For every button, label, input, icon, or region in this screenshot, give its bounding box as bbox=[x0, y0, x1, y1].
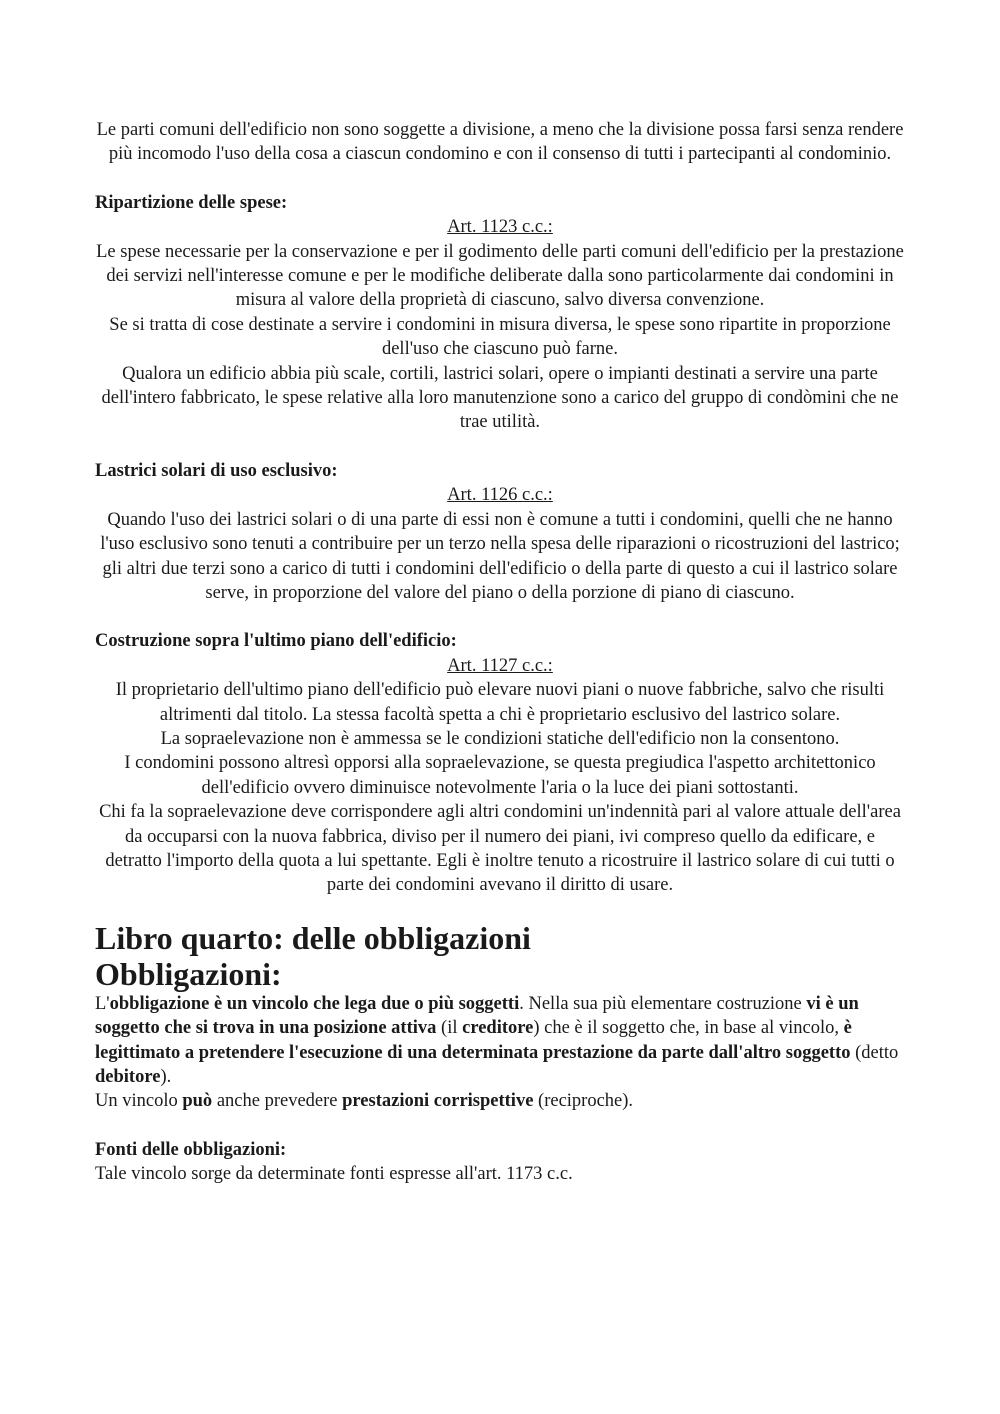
bold-run: debitore bbox=[95, 1067, 161, 1087]
art1123-paragraph-1: Le spese necessarie per la conservazione e per il godimento delle parti comuni dell'edificio per la prestazione dei servizi nell'interesse comune e per le modifiche deliberate dalla sono particolarmente dai condomini in misura al valore della proprietà di ciascuno, salvo diversa convenzione. bbox=[96, 241, 904, 311]
heading-lastrici: Lastrici solari di uso esclusivo: bbox=[95, 460, 338, 481]
article-1126: Art. 1126 c.c.: bbox=[447, 485, 553, 506]
heading-fonti: Fonti delle obbligazioni: bbox=[95, 1139, 287, 1160]
text-run: ). bbox=[160, 1067, 172, 1087]
heading-ripartizione: Ripartizione delle spese: bbox=[95, 192, 288, 213]
text-run: (il bbox=[436, 1018, 463, 1039]
bold-run: prestazioni corrispettive bbox=[342, 1091, 534, 1112]
bold-run: può bbox=[182, 1091, 213, 1112]
text-run: ) che è il soggetto che, in base al vincolo, bbox=[533, 1018, 844, 1039]
document-page bbox=[95, 118, 905, 1187]
art1127-paragraph-3: I condomini possono altresì opporsi alla sopraelevazione, se questa pregiudica l'aspetto architettonico dell'edificio ovvero diminuisce notevolmente l'aria o la luce dei piani sottostanti. bbox=[124, 753, 876, 798]
art1127-paragraph-2: La sopraelevazione non è ammessa se le condizioni statiche dell'edificio non la consentono. bbox=[160, 728, 840, 749]
bold-run: creditore bbox=[462, 1018, 534, 1039]
vincolo-paragraph bbox=[95, 1089, 905, 1113]
text-run: (detto bbox=[850, 1042, 899, 1063]
heading-costruzione: Costruzione sopra l'ultimo piano dell'edificio: bbox=[95, 631, 457, 652]
fonti-paragraph: Tale vincolo sorge da determinate fonti espresse all'art. 1173 c.c. bbox=[95, 1164, 573, 1185]
art1126-paragraph-1: Quando l'uso dei lastrici solari o di una parte di essi non è comune a tutti i condomini, quelli che ne hanno l'uso esclusivo sono tenuti a contribuire per un terzo nella spesa delle riparazioni o ricostruzioni del lastrico; gli altri due terzi sono a carico di tutti i condomini dell'edificio o della parte di questo a cui il lastrico solare serve, in proporzione del valore del piano o della porzione di piano di ciascuno. bbox=[100, 509, 900, 603]
bold-run: obbligazione è un vincolo che lega due o più soggetti bbox=[109, 993, 520, 1014]
article-1127: Art. 1127 c.c.: bbox=[447, 655, 553, 676]
art1123-paragraph-2: Se si tratta di cose destinate a servire i condomini in misura diversa, le spese sono ripartite in proporzione dell'uso che ciascuno può farne. bbox=[109, 314, 891, 360]
bold-run: è legittimato a pretendere l'esecuzione di una determinata prestazione da parte dall'altro soggetto bbox=[95, 1018, 852, 1063]
art1127-paragraph-4: Chi fa la sopraelevazione deve corrispondere agli altri condomini un'indennità pari al valore attuale dell'area da occuparsi con la nuova fabbrica, diviso per il numero dei piani, ivi compreso quello da edificare, e detratto l'importo della quota a lui spettante. Egli è inoltre tenuto a ricostruire il lastrico solare di cui tutti o parte dei condomini avevano il diritto di usare. bbox=[99, 802, 901, 896]
book-title: Libro quarto: delle obbligazioni bbox=[95, 919, 531, 956]
text-run: (reciproche). bbox=[533, 1091, 634, 1112]
text-run: L' bbox=[95, 993, 110, 1014]
article-1123: Art. 1123 c.c.: bbox=[447, 217, 553, 238]
text-run: Un vincolo bbox=[95, 1091, 183, 1112]
obbligazioni-title: Obbligazioni: bbox=[95, 955, 282, 992]
text-run: anche prevedere bbox=[212, 1091, 343, 1112]
obbligazione-definition bbox=[95, 992, 905, 1090]
art1127-paragraph-1: Il proprietario dell'ultimo piano dell'edificio può elevare nuovi piani o nuove fabbriche, salvo che risulti altrimenti dal titolo. La stessa facoltà spetta a chi è proprietario esclusivo del lastrico solare. bbox=[115, 680, 885, 725]
bold-run: vi è un soggetto che si trova in una posizione attiva bbox=[95, 993, 859, 1039]
art1123-paragraph-3: Qualora un edificio abbia più scale, cortili, lastrici solari, opere o impianti destinati a servire una parte dell'intero fabbricato, le spese relative alla loro manutenzione sono a carico del gruppo di condòmini che ne trae utilità. bbox=[101, 363, 899, 433]
text-run: . Nella sua più elementare costruzione bbox=[519, 993, 807, 1014]
intro-paragraph: Le parti comuni dell'edificio non sono soggette a divisione, a meno che la divisione possa farsi senza rendere più incomodo l'uso della cosa a ciascun condomino e con il consenso di tutti i partecipanti al condominio. bbox=[96, 120, 904, 165]
